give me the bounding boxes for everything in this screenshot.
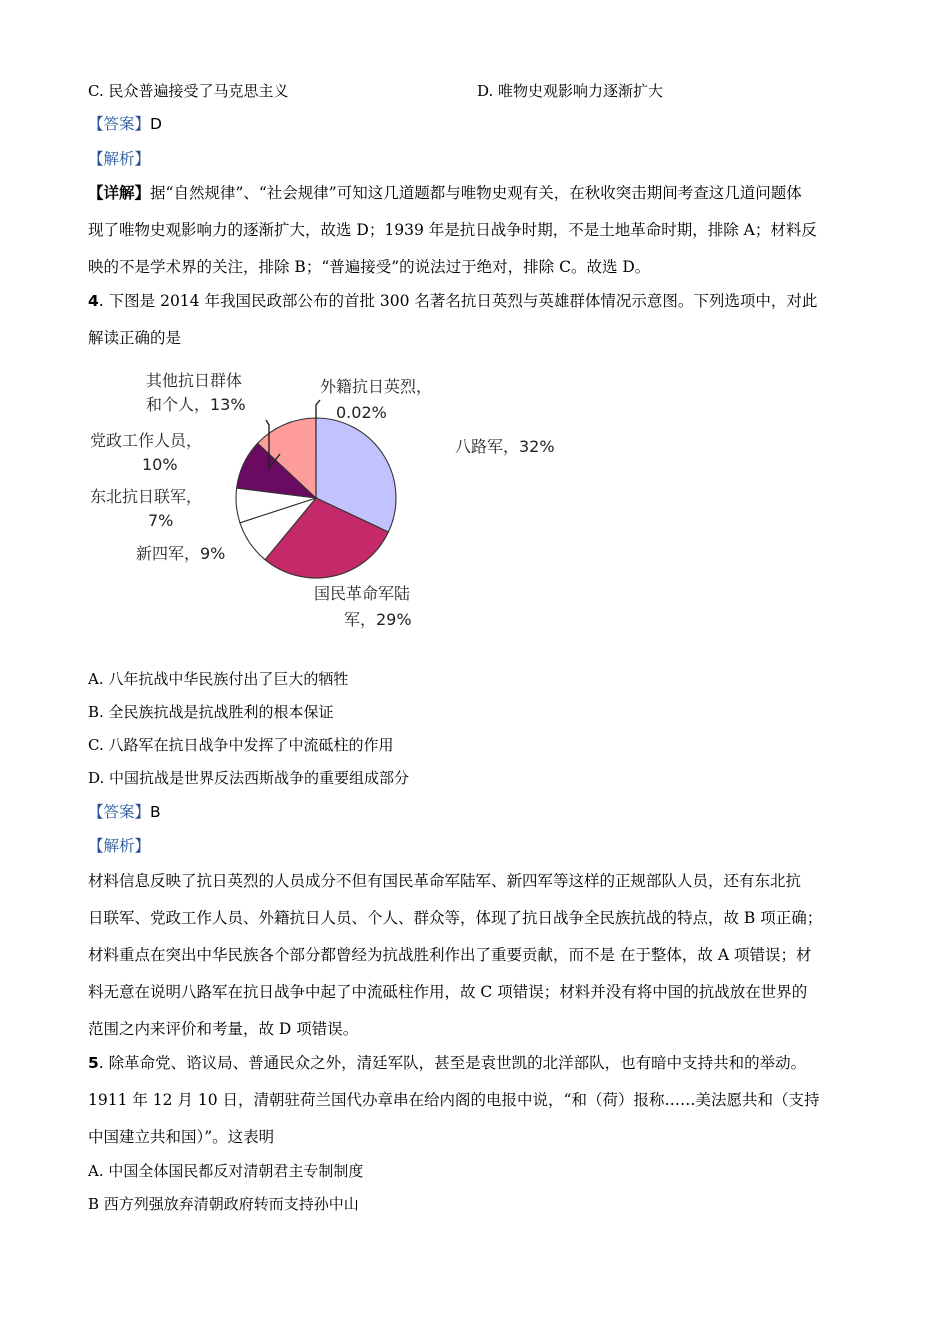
pie-label-4-1: 10%	[142, 455, 178, 474]
q4-analysis-line-1: 材料信息反映了抗日英烈的人员成分不但有国民革命军陆军、新四军等这样的正规部队人员，还有东北抗	[88, 872, 802, 890]
option-d-prev: D. 唯物史观影响力逐渐扩大	[477, 82, 664, 100]
pie-label-2-0: 新四军，9%	[136, 544, 226, 563]
q5-stem-line-3: 中国建立共和国）”。这表明	[88, 1128, 275, 1146]
analysis-tag-prev: 【解析】	[88, 150, 151, 168]
detail-text-1: 据“自然规律”、“社会规律”可知这几道题都与唯物史观有关，在秋收突击期间考查这几道问题体	[150, 184, 802, 202]
pie-chart	[88, 362, 555, 642]
pie-label-0-0: 八路军，32%	[455, 437, 555, 456]
q5-stem-line-2: 1911 年 12 月 10 日，清朝驻荷兰国代办章串在给内阁的电报中说，“和（荷）报称……美法愿共和（支持	[88, 1091, 820, 1109]
answer-line-q4	[88, 802, 161, 822]
pie-label-3-1: 7%	[148, 511, 174, 530]
pie-label-6-0: 外籍抗日英烈，	[320, 377, 433, 396]
q4-number: 4	[88, 292, 99, 310]
q5-stem-line-1	[88, 1053, 806, 1073]
q4-stem-text-1: . 下图是 2014 年我国民政部公布的首批 300 名著名抗日英烈与英雄群体情况示意图。下列选项中，对此	[98, 292, 818, 310]
answer-tag-q4: 【答案】	[88, 803, 151, 821]
answer-value: D	[150, 115, 162, 133]
pie-label-3-0: 东北抗日联军，	[90, 487, 203, 506]
detail-line-2: 现了唯物史观影响力的逐渐扩大，故选 D；1939 年是抗日战争时期，不是土地革命时期，排除 A；材料反	[88, 221, 817, 239]
pie-label-5-0: 其他抗日群体	[146, 371, 243, 390]
q4-option-a: A. 八年抗战中华民族付出了巨大的牺牲	[88, 670, 349, 688]
option-c-prev: C. 民众普遍接受了马克思主义	[88, 82, 289, 100]
answer-tag: 【答案】	[88, 115, 151, 133]
detail-line-1	[88, 183, 802, 203]
pie-chart-svg	[88, 362, 555, 642]
q4-option-b: B. 全民族抗战是抗战胜利的根本保证	[88, 703, 334, 721]
q4-analysis-line-5: 范围之内来评价和考量，故 D 项错误。	[88, 1020, 359, 1038]
q4-option-c: C. 八路军在抗日战争中发挥了中流砥柱的作用	[88, 736, 394, 754]
q5-option-b: B 西方列强放弃清朝政府转而支持孙中山	[88, 1195, 359, 1213]
q4-stem-line-1	[88, 291, 817, 311]
detail-tag: 【详解】	[88, 183, 151, 202]
q4-option-d: D. 中国抗战是世界反法西斯战争的重要组成部分	[88, 769, 410, 787]
answer-line-prev	[88, 114, 162, 134]
leader-line-foreign	[316, 400, 320, 419]
pie-label-1-0: 国民革命军陆	[314, 584, 411, 603]
q4-analysis-line-2: 日联军、党政工作人员、外籍抗日人员、个人、群众等，体现了抗日战争全民族抗战的特点，故 B 项正确；	[88, 909, 823, 927]
pie-label-1-1: 军，29%	[344, 610, 412, 629]
q5-number: 5	[88, 1054, 99, 1072]
pie-label-6-1: 0.02%	[336, 403, 387, 422]
analysis-tag-q4: 【解析】	[88, 837, 151, 855]
q5-stem-text-1: . 除革命党、谘议局、普通民众之外，清廷军队，甚至是袁世凯的北洋部队，也有暗中支持共和的举动。	[98, 1054, 807, 1072]
pie-label-4-0: 党政工作人员，	[90, 431, 203, 450]
answer-value-q4: B	[150, 803, 161, 821]
q4-analysis-line-3: 材料重点在突出中华民族各个部分都曾经为抗战胜利作出了重要贡献，而不是 在于整体，故 A 项错误；材	[88, 946, 812, 964]
pie-label-5-1: 和个人，13%	[146, 395, 246, 414]
q4-analysis-line-4: 料无意在说明八路军在抗日战争中起了中流砥柱作用，故 C 项错误；材料并没有将中国的抗战放在世界的	[88, 983, 808, 1001]
q4-stem-line-2: 解读正确的是	[88, 329, 182, 347]
detail-line-3: 映的不是学术界的关注，排除 B；“普遍接受”的说法过于绝对，排除 C。故选 D。	[88, 258, 651, 276]
q5-option-a: A. 中国全体国民都反对清朝君主专制制度	[88, 1162, 364, 1180]
